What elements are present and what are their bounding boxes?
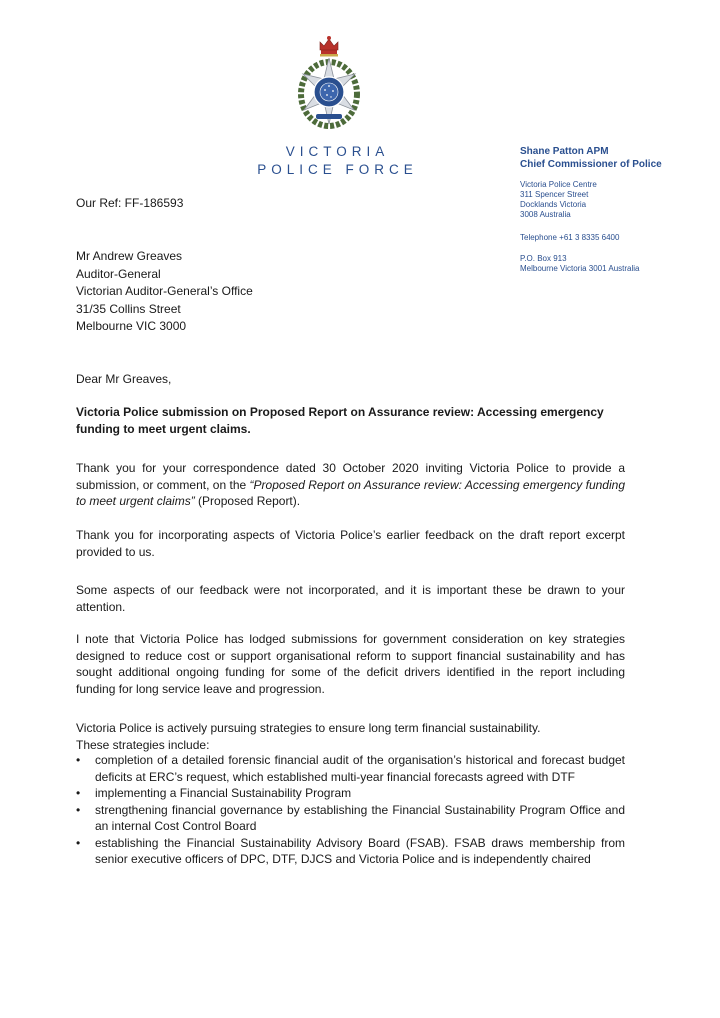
list-item-text: establishing the Financial Sustainability Advisory Board (FSAB). FSAB draws membership from senior executive officers of DPC, DTF, DJCS and Victoria Police and is independently chaired	[95, 835, 625, 866]
strategies-list	[76, 752, 625, 868]
paragraph-line: These strategies include:	[76, 737, 210, 752]
crown-icon	[320, 36, 338, 57]
recipient-address	[76, 248, 253, 336]
org-name-line2: POLICE FORCE	[257, 162, 418, 177]
list-item-text: completion of a detailed forensic financial audit of the organisation’s historical and forecast budget deficits at ERC’s request, which established multi-year financial forecasts agreed with DTF	[95, 753, 625, 784]
commissioner-block	[520, 145, 662, 171]
address-line: Victoria Police Centre	[520, 180, 597, 189]
recipient-line: 31/35 Collins Street	[76, 301, 181, 316]
list-item	[76, 835, 625, 868]
paragraph-text: Thank you for your correspondence dated 30 October 2020 inviting Victoria Police to provide a submission, or comment, on the	[76, 461, 625, 492]
address-line: Docklands Victoria	[520, 200, 587, 209]
paragraph-incorporating: Thank you for incorporating aspects of Victoria Police’s earlier feedback on the draft report excerpt provided to us.	[76, 528, 625, 559]
commissioner-title: Chief Commissioner of Police	[520, 159, 662, 170]
report-title-italic: “Proposed Report on Assurance review: Accessing emergency funding to meet urgent claims”	[76, 477, 625, 508]
our-reference: Our Ref: FF-186593	[76, 196, 184, 210]
recipient-line: Auditor-General	[76, 266, 161, 281]
address-line: Melbourne Victoria 3001 Australia	[520, 264, 640, 273]
victoria-police-logo	[296, 34, 362, 134]
list-item	[76, 752, 625, 785]
recipient-line: Mr Andrew Greaves	[76, 249, 183, 263]
commissioner-name: Shane Patton APM	[520, 146, 609, 157]
bullet-icon: •	[76, 786, 81, 800]
telephone: Telephone +61 3 8335 6400	[520, 233, 620, 242]
address-line: P.O. Box 913	[520, 254, 567, 263]
address-line: 3008 Australia	[520, 210, 571, 219]
list-item	[76, 802, 625, 835]
address-line: 311 Spencer Street	[520, 190, 589, 199]
paragraph-text: (Proposed Report).	[194, 494, 301, 508]
salutation: Dear Mr Greaves,	[76, 372, 172, 386]
paragraph-line: Victoria Police is actively pursuing strategies to ensure long term financial sustainability.	[76, 721, 541, 735]
paragraph-correspondence	[76, 460, 625, 510]
subject-line: Victoria Police submission on Proposed Report on Assurance review: Accessing emergency funding to meet urgent claims.	[76, 405, 604, 436]
paragraph-strategies-intro	[76, 720, 625, 753]
paragraph-not-incorporated: Some aspects of our feedback were not incorporated, and it is important these be drawn to your attention.	[76, 583, 625, 614]
postal-address	[520, 254, 639, 274]
recipient-line: Melbourne VIC 3000	[76, 319, 187, 334]
list-item-text: strengthening financial governance by establishing the Financial Sustainability Program Office and an internal Cost Control Board	[95, 802, 625, 833]
bullet-icon: •	[76, 753, 81, 767]
recipient-line: Victorian Auditor-General’s Office	[76, 284, 253, 299]
list-item-text: implementing a Financial Sustainability Program	[95, 786, 352, 800]
org-name-line1: VICTORIA	[285, 144, 390, 159]
bullet-icon: •	[76, 835, 81, 850]
bullet-icon: •	[76, 802, 81, 817]
paragraph-submissions: I note that Victoria Police has lodged submissions for government consideration on key strategies designed to reduce cost or support organisational reform to support financial sustainability and has sought additional ongoing funding for some of the deficit drivers identified in the report including funding for long service leave and progression.	[76, 632, 625, 696]
street-address	[520, 180, 597, 220]
list-item	[76, 785, 625, 802]
